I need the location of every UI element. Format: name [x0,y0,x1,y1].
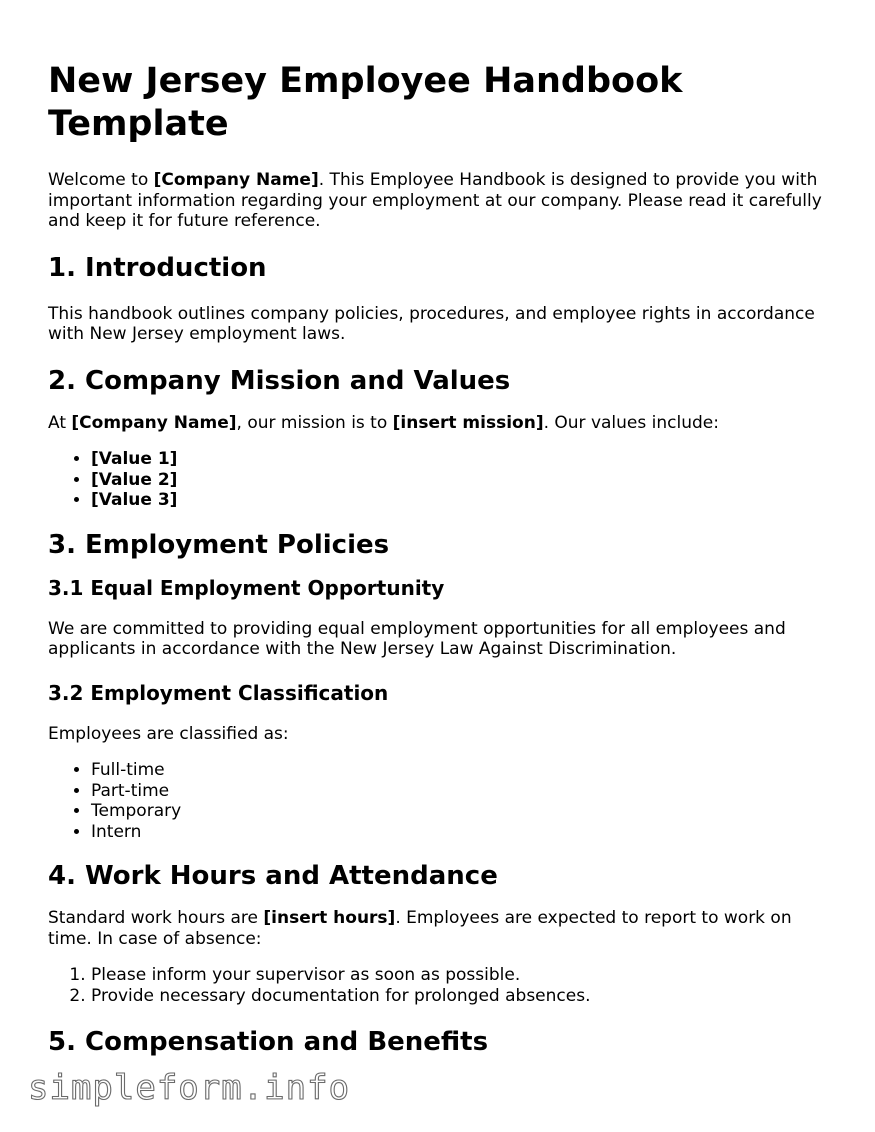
list-item: • [Value 2] [91,470,838,491]
list-item: 1. Please inform your supervisor as soon as possible. [91,965,838,986]
subsection-3-2-heading: 3.2 Employment Classification [48,680,389,705]
intro-paragraph: Welcome to [Company Name]. This Employee Handbook is designed to provide you with important information regarding your employment at our company. Please read it carefully and keep it for future reference. [48,170,822,231]
hours-placeholder: [insert hours] [263,908,396,928]
classification-list [48,760,838,842]
section-1-text: This handbook outlines company policies, procedures, and employee rights in accordance with New Jersey employment laws. [48,303,815,344]
subsection-3-1-heading: 3.1 Equal Employment Opportunity [48,575,445,600]
list-item: • [Value 3] [91,490,838,511]
company-name-placeholder: [Company Name] [71,412,237,433]
section-5-heading: 5. Compensation and Benefits [48,1027,489,1057]
watermark: simpleform.info [28,1068,351,1108]
subsection-3-2-text: Employees are classified as: [48,723,289,744]
document-title: New Jersey Employee Handbook Template [48,61,683,144]
mission-placeholder: [insert mission] [392,412,544,433]
section-1-heading: 1. Introduction [48,252,267,283]
list-item: • Full-time [91,760,838,781]
company-name-placeholder: [Company Name] [153,170,319,190]
section-3-heading: 3. Employment Policies [48,529,390,560]
list-item: 2. Provide necessary documentation for prolonged absences. [91,986,838,1007]
list-item: • [Value 1] [91,449,838,470]
list-item: • Intern [91,822,838,843]
work-hours-paragraph: Standard work hours are [insert hours]. Employees are expected to report to work on time. In case of absence: [48,908,792,949]
subsection-3-1-text: We are committed to providing equal employment opportunities for all employees and applicants in accordance with the New Jersey Law Against Discrimination. [48,618,786,659]
list-item: • Part-time [91,781,838,802]
section-4-heading: 4. Work Hours and Attendance [48,861,498,891]
absence-steps-list [48,965,838,1006]
section-2-heading: 2. Company Mission and Values [48,365,511,396]
list-item: • Temporary [91,801,838,822]
mission-paragraph: At [Company Name], our mission is to [insert mission]. Our values include: [48,412,719,433]
document-page [48,60,838,1058]
values-list [48,449,838,511]
